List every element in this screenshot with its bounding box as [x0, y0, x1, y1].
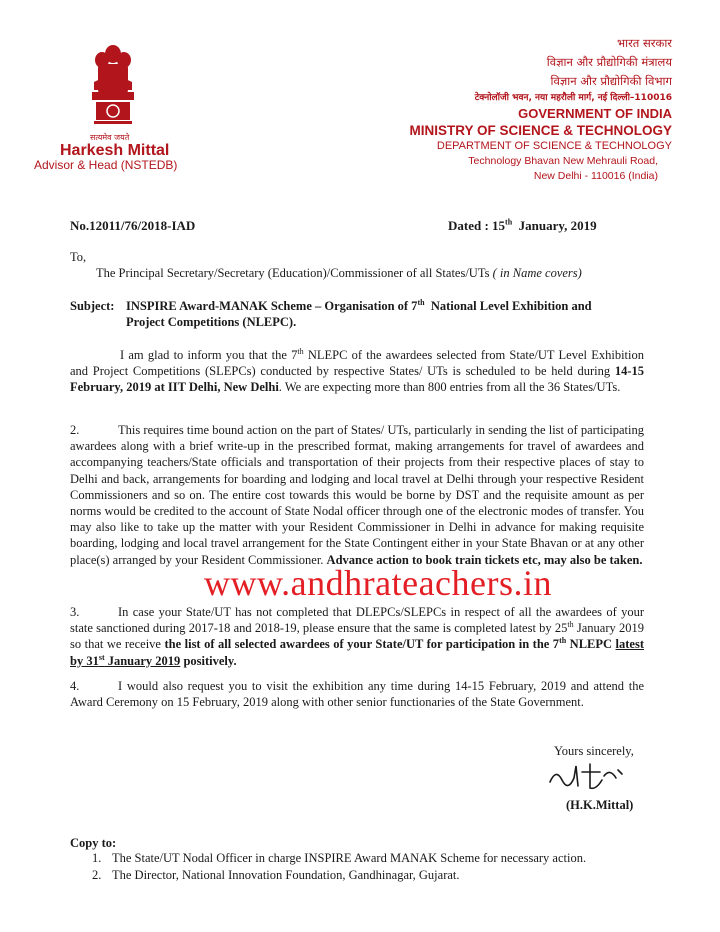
list-item: 2. The Director, National Innovation Foundation, Gandhinagar, Gujarat. — [92, 867, 460, 882]
copy-to-label: Copy to: — [70, 836, 117, 850]
list-item: 1. The State/UT Nodal Officer in charge INSPIRE Award MANAK Scheme for necessary action. — [92, 851, 587, 865]
paragraph-4: 4. I would also request you to visit the exhibition any time during 14-15 February, 2019 and attend the Award Ceremony on 15 February, 2019 along with other senior functionaries of the State Government. — [70, 679, 644, 710]
subject-label: Subject: — [70, 299, 115, 313]
hindi-line-2: विज्ञान और प्रौद्योगिकी मंत्रालय — [546, 55, 672, 69]
national-emblem-icon — [88, 42, 138, 130]
hindi-address: टेक्नोलॉजी भवन, नया महरौली मार्ग, नई दिल्ली–110016 — [474, 93, 672, 103]
hindi-line-3: विज्ञान और प्रौद्योगिकी विभाग — [550, 74, 672, 88]
ministry-name: MINISTRY OF SCIENCE & TECHNOLOGY — [409, 123, 672, 138]
address-line-2: New Delhi - 110016 (India) — [533, 170, 658, 182]
addressee: The Principal Secretary/Secretary (Education)/Commissioner of all States/UTs ( in Name covers) — [96, 266, 582, 280]
paragraph-1: I am glad to inform you that the 7th NLEPC of the awardees selected from State/UT Level Exhibition and Project Competitions (SLEPCs) conducted by respective States/ UTs is scheduled to be held during 14-15 February, 2019 at IIT Delhi, New Delhi. We are expecting more than 800 entries from all the 36 States/UTs. — [70, 346, 644, 395]
dated: Dated : 15th January, 2019 — [448, 217, 597, 233]
paragraph-3: 3. In case your State/UT has not completed that DLEPCs/SLEPCs in respect of all the awardees of your state sanctioned during 2017-18 and 2018-19, please ensure that the same is completed latest by 25th January 2019 so that we receive the list of all selected awardees of your State/UT for participation in the 7th NLEPC latest by 31st January 2019 positively. — [70, 605, 645, 668]
address-line-1: Technology Bhavan New Mehrauli Road, — [468, 155, 658, 167]
officer-name: Harkesh Mittal — [60, 142, 170, 159]
subject: Subject: INSPIRE Award-MANAK Scheme – Organisation of 7th National Level Exhibition and Project Competitions (NLEPC). — [70, 297, 592, 329]
emblem-motto: सत्यमेव जयते — [90, 133, 130, 142]
letterhead-block — [372, 34, 672, 184]
department-name: DEPARTMENT OF SCIENCE & TECHNOLOGY — [436, 140, 672, 152]
govt-of-india: GOVERNMENT OF INDIA — [518, 106, 672, 121]
watermark: www.andhrateachers.in — [204, 563, 553, 603]
officer-title: Advisor & Head (NSTEDB) — [34, 158, 178, 172]
paragraph-2: 2. This requires time bound action on the part of States/ UTs, particularly in sending the list of participating awardees along with a brief write-up in the prescribed format, making arrangements for travel of awardees and accompanying teachers/State officials and transportation of their projects from their respective places of stay to Delhi and back, arrangements for boarding and lodging and local travel at Delhi through your respective Resident Commissioners and so on. The entire cost towards this would be borne by DST and the requisite amount as per norms would be credited to the account of State Nodal officer through one of the electronic modes of transfer. You may also like to take up the matter with your Resident Commissioner in Delhi in advance for making requisite boarding, lodging and local travel arrangement for the State Contingent either in your State Bhavan or at any other place(s) arranged by your Resident Commissioner. Advance action to book train tickets etc, may also be taken. — [70, 423, 644, 567]
signature-icon — [546, 760, 636, 796]
signer-name: (H.K.Mittal) — [566, 798, 634, 812]
hindi-line-1: भारत सरकार — [617, 36, 672, 50]
closing: Yours sincerely, — [554, 744, 634, 758]
reference-number: No.12011/76/2018-IAD — [70, 218, 196, 233]
copy-list — [92, 850, 586, 883]
to-label: To, — [70, 250, 87, 264]
